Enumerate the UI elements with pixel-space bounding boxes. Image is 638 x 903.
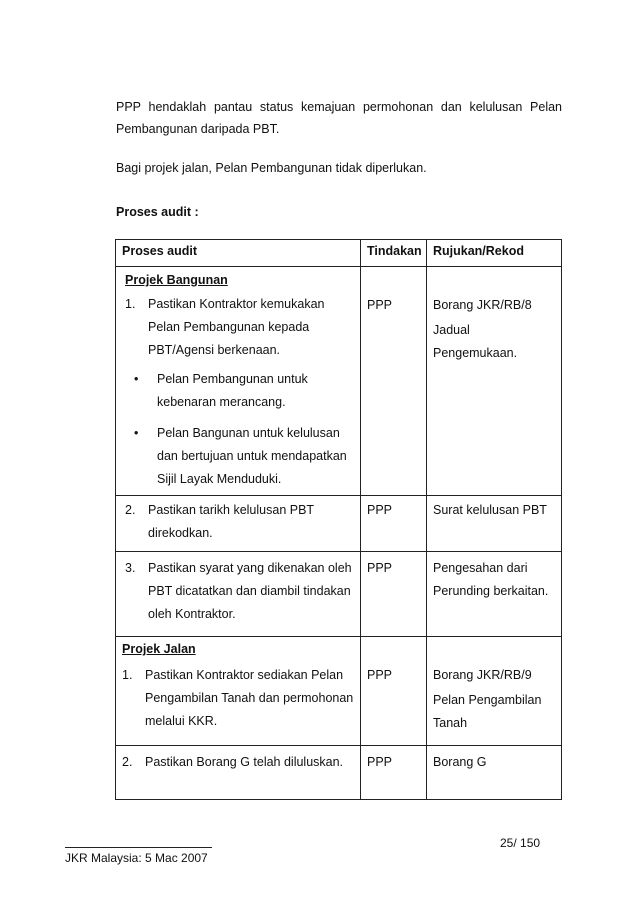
bullet-text: Pelan Pembangunan untuk kebenaran merancang.	[157, 372, 308, 409]
footer-text: JKR Malaysia: 5 Mac 2007	[65, 851, 208, 865]
header-tindakan: Tindakan	[361, 240, 427, 267]
intro-paragraph-1: PPP hendaklah pantau status kemajuan permohonan dan kelulusan Pelan Pembangunan daripada PBT.	[116, 100, 562, 136]
bullet-text: Pelan Bangunan untuk kelulusan dan bertujuan untuk mendapatkan Sijil Layak Menduduki.	[157, 426, 347, 486]
item-text: Pastikan Borang G telah diluluskan.	[145, 755, 344, 769]
section-title-road: Projek Jalan	[122, 642, 196, 656]
list-item	[125, 557, 354, 626]
reference-cell	[427, 496, 562, 552]
list-item	[125, 293, 354, 362]
table-row	[116, 267, 562, 496]
reference-text: Surat kelulusan PBT	[433, 503, 547, 517]
item-number: 1.	[125, 297, 136, 311]
item-number: 1.	[122, 668, 133, 682]
page-number: 25/ 150	[500, 836, 541, 850]
reference-line: Borang JKR/RB/9	[433, 668, 532, 682]
bullet-item	[125, 368, 354, 414]
reference-text: Pengesahan dari Perunding berkaitan.	[433, 561, 549, 598]
bullet-dot-icon: •	[134, 426, 139, 440]
table-row	[116, 746, 562, 800]
action-text: PPP	[367, 668, 393, 682]
section-title-building: Projek Bangunan	[125, 273, 228, 287]
action-cell	[361, 637, 427, 746]
item-number: 2.	[122, 755, 133, 769]
reference-cell	[427, 637, 562, 746]
reference-cell	[427, 746, 562, 800]
list-item	[122, 751, 354, 774]
item-number: 2.	[125, 503, 136, 517]
intro-paragraph-2: Bagi projek jalan, Pelan Pembangunan tidak diperlukan.	[116, 161, 427, 175]
reference-line: Borang JKR/RB/8	[433, 298, 532, 312]
table-header-row	[116, 240, 562, 267]
action-cell	[361, 746, 427, 800]
process-cell	[116, 496, 361, 552]
table-row	[116, 637, 562, 746]
action-cell	[361, 496, 427, 552]
action-text: PPP	[367, 298, 393, 312]
action-cell	[361, 552, 427, 637]
bullet-item	[125, 422, 354, 491]
reference-cell	[427, 552, 562, 637]
header-proses-audit: Proses audit	[116, 240, 361, 267]
action-cell	[361, 267, 427, 496]
table-row	[116, 552, 562, 637]
action-text: PPP	[367, 561, 393, 575]
list-item	[122, 664, 354, 733]
item-text: Pastikan Kontraktor sediakan Pelan Pengambilan Tanah dan permohonan melalui KKR.	[145, 668, 354, 728]
reference-cell	[427, 267, 562, 496]
audit-table	[115, 239, 562, 800]
action-text: PPP	[367, 755, 393, 769]
process-cell	[116, 267, 361, 496]
audit-heading: Proses audit :	[116, 205, 199, 219]
header-rujukan-rekod: Rujukan/Rekod	[427, 240, 562, 267]
table-row	[116, 496, 562, 552]
process-cell	[116, 746, 361, 800]
process-cell	[116, 637, 361, 746]
item-text: Pastikan tarikh kelulusan PBT direkodkan.	[148, 503, 314, 540]
action-text: PPP	[367, 503, 393, 517]
reference-line: Pelan Pengambilan Tanah	[433, 693, 542, 730]
reference-text: Borang G	[433, 755, 487, 769]
reference-line: Pengemukaan.	[433, 346, 518, 360]
item-text: Pastikan Kontraktor kemukakan Pelan Pembangunan kepada PBT/Agensi berkenaan.	[148, 297, 325, 357]
item-number: 3.	[125, 561, 136, 575]
list-item	[125, 499, 354, 545]
process-cell	[116, 552, 361, 637]
reference-line: Jadual	[433, 323, 470, 337]
bullet-dot-icon: •	[134, 372, 139, 386]
footer-divider	[65, 847, 212, 848]
item-text: Pastikan syarat yang dikenakan oleh PBT dicatatkan dan diambil tindakan oleh Kontraktor.	[148, 561, 352, 621]
